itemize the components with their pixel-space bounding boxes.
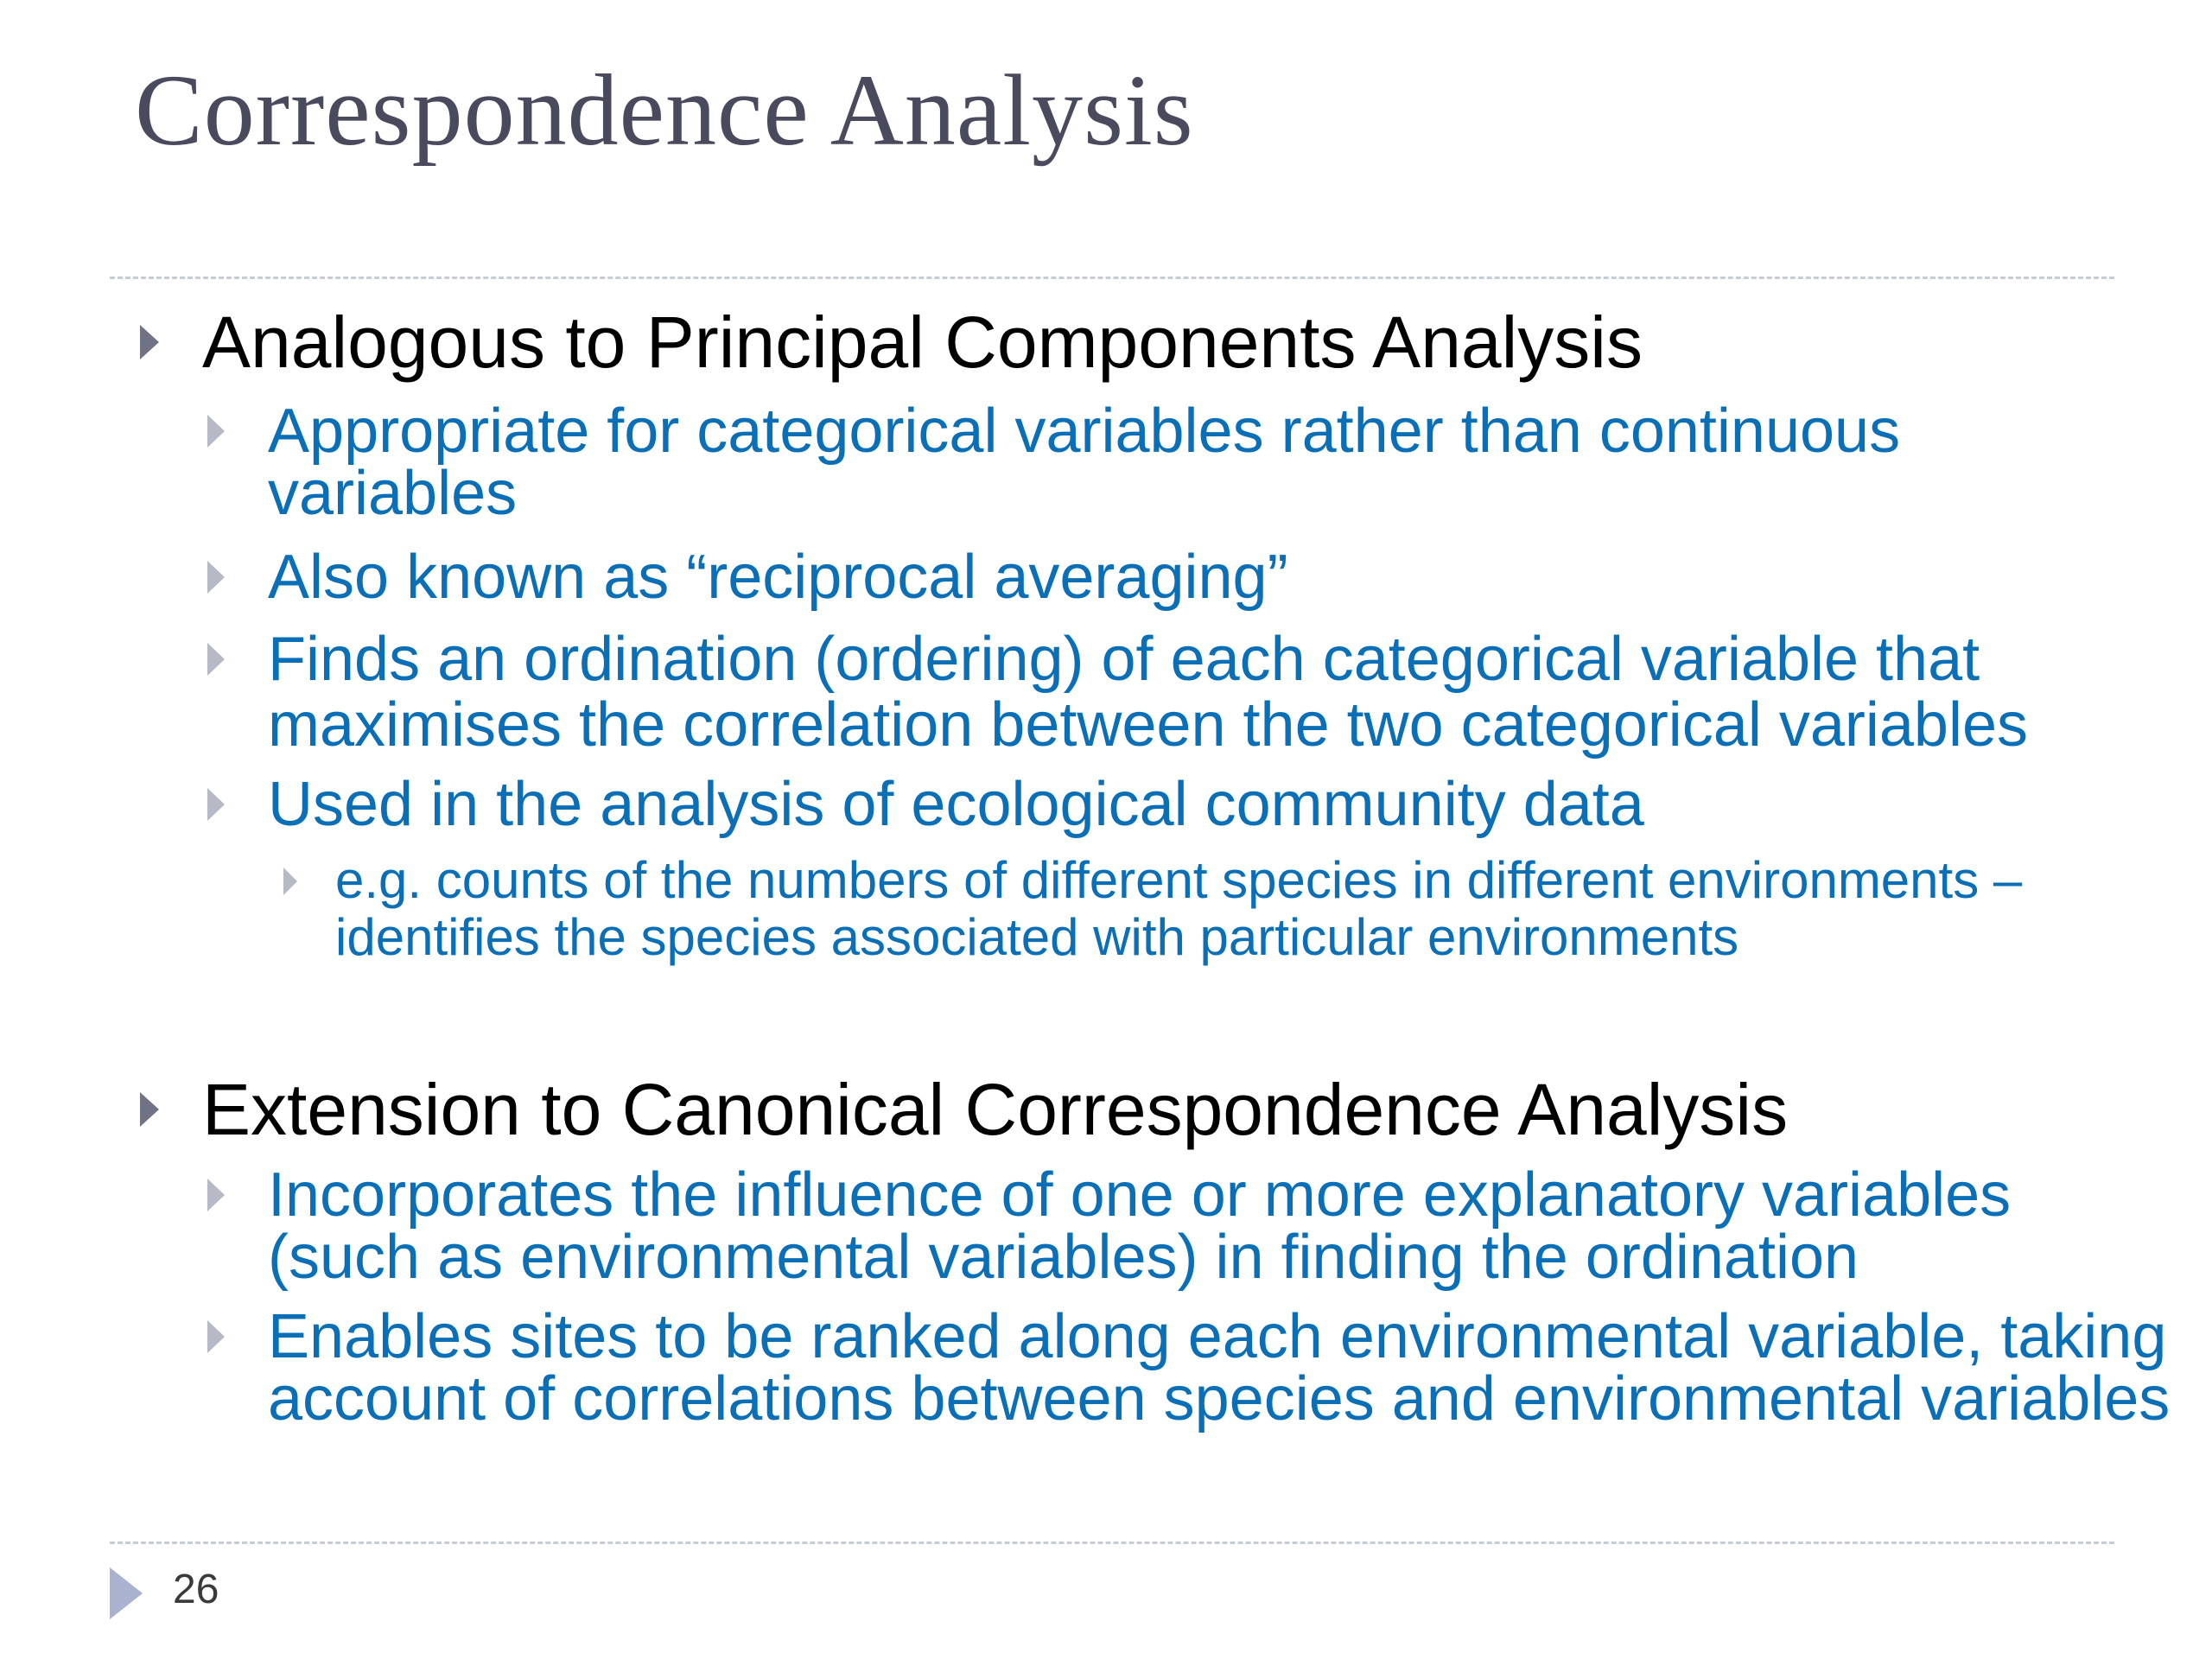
triangle-right-icon bbox=[207, 1179, 225, 1211]
sub-bullet-line: e.g. counts of the numbers of different species in different environments – bbox=[335, 851, 2023, 909]
bullet-line: Finds an ordination (ordering) of each categorical variable that bbox=[268, 625, 1980, 694]
slide-title: Correspondence Analysis bbox=[135, 54, 1194, 167]
bullet-line: variables bbox=[268, 459, 518, 528]
bottom-divider bbox=[110, 1541, 2114, 1544]
triangle-right-icon bbox=[283, 868, 297, 895]
triangle-right-icon bbox=[207, 1320, 225, 1353]
bullet-line: account of correlations between species and environmental variables bbox=[268, 1364, 2171, 1433]
bullet-line: maximises the correlation between the two categorical variables bbox=[268, 690, 2028, 760]
triangle-right-icon bbox=[207, 561, 225, 594]
heading-text: Extension to Canonical Correspondence Analysis bbox=[202, 1069, 1789, 1150]
bullet-line: Incorporates the influence of one or more explanatory variables bbox=[268, 1160, 2012, 1230]
page-number: 26 bbox=[173, 1567, 219, 1612]
triangle-right-icon bbox=[207, 415, 225, 448]
triangle-right-icon bbox=[140, 1092, 159, 1127]
triangle-right-icon bbox=[207, 643, 225, 676]
bullet-line: Also known as “reciprocal averaging” bbox=[268, 543, 1288, 612]
triangle-right-icon bbox=[207, 788, 225, 821]
bullet-line: Appropriate for categorical variables rather than continuous bbox=[268, 397, 1901, 466]
bullet-line: Used in the analysis of ecological community data bbox=[268, 770, 1644, 839]
bullet-line: (such as environmental variables) in finding the ordination bbox=[268, 1223, 1859, 1292]
bullet-line: Enables sites to be ranked along each environmental variable, taking bbox=[268, 1302, 2167, 1371]
heading-text: Analogous to Principal Components Analysis bbox=[202, 302, 1643, 383]
sub-bullet-line: identifies the species associated with particular environments bbox=[335, 908, 1739, 966]
triangle-right-icon bbox=[110, 1567, 143, 1619]
triangle-right-icon bbox=[140, 325, 159, 359]
